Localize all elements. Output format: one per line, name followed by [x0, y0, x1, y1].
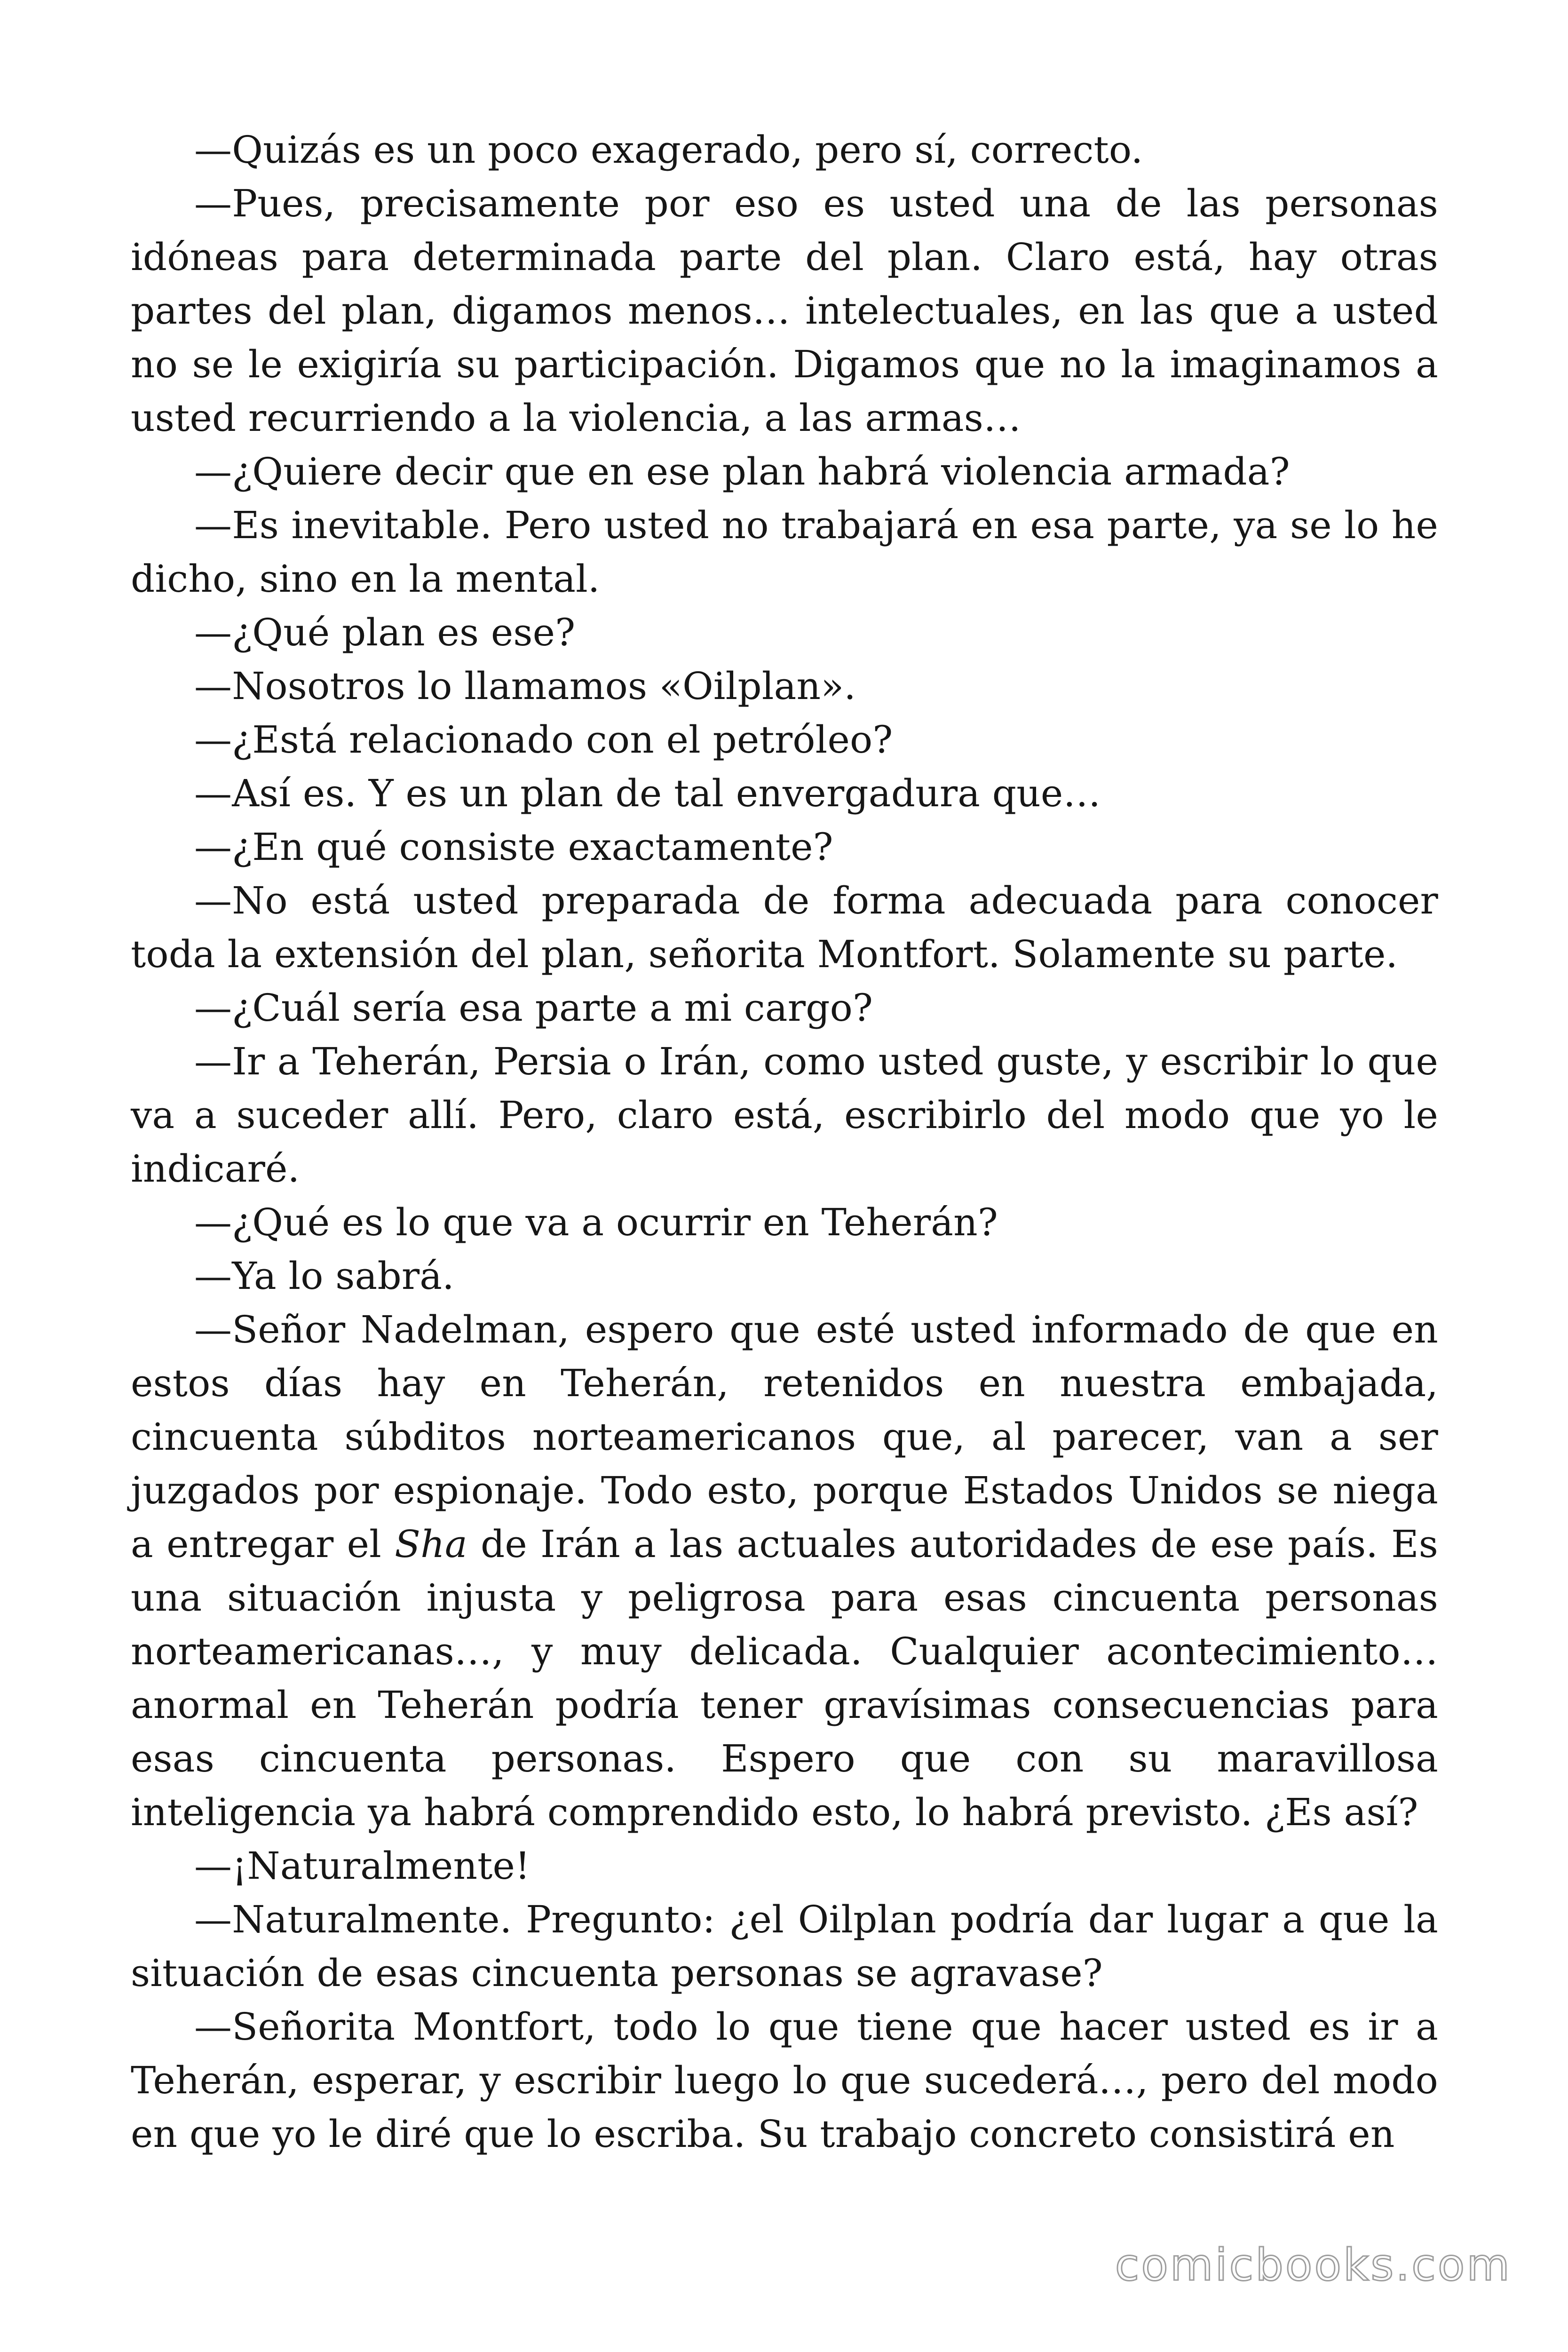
- paragraph: —¿Está relacionado con el petróleo?: [194, 718, 893, 762]
- paragraph: —Quizás es un poco exagerado, pero sí, correcto.: [194, 128, 1143, 172]
- italic-word: Sha: [395, 1522, 467, 1566]
- paragraph: —No está usted preparada de forma adecuada para conocer toda la extensión del plan, señorita Montfort. Solamente su parte.: [131, 879, 1438, 976]
- paragraph: —Así es. Y es un plan de tal envergadura que…: [194, 771, 1101, 815]
- paragraph-text-before: —Señor Nadelman, espero que esté usted informado de que en estos días hay en Teherán, retenidos en nuestra embajada, cincuenta súbditos norteamericanos que, al parecer, van a ser juzgados por espionaje. Todo esto, porque Estados Unidos se niega a entregar el: [131, 1308, 1438, 1566]
- paragraph: —Ir a Teherán, Persia o Irán, como usted guste, y escribir lo que va a suceder allí. Pero, claro está, escribirlo del modo que yo le indicaré.: [131, 1040, 1438, 1191]
- paragraph: —¿Qué plan es ese?: [194, 611, 576, 654]
- paragraph: —Señorita Montfort, todo lo que tiene que hacer usted es ir a Teherán, esperar, y escribir luego lo que sucederá…, pero del modo en que yo le diré que lo escriba. Su trabajo concreto consistirá en: [131, 2005, 1438, 2156]
- paragraph: —Pues, precisamente por eso es usted una de las personas idóneas para determinada parte del plan. Claro está, hay otras partes del plan, digamos menos… intelectuales, en las que a usted no se le exigiría su participación. Digamos que no la imaginamos a usted recurriendo a la violencia, a las armas…: [131, 182, 1438, 440]
- paragraph: —¿Quiere decir que en ese plan habrá violencia armada?: [194, 450, 1290, 493]
- paragraph: —Ya lo sabrá.: [194, 1254, 454, 1298]
- paragraph: —¿En qué consiste exactamente?: [194, 825, 833, 869]
- paragraph: —¿Cuál sería esa parte a mi cargo?: [194, 986, 873, 1030]
- paragraph-text-after: de Irán a las actuales autoridades de ese país. Es una situación injusta y peligrosa para esas cincuenta personas norteamericanas…, y muy delicada. Cualquier acontecimiento… anormal en Teherán podría tener gravísimas consecuencias para esas cincuenta personas. Espero que con su maravillosa inteligencia ya habrá comprendido esto, lo habrá previsto. ¿Es así?: [131, 1522, 1438, 1834]
- paragraph: —¡Naturalmente!: [194, 1844, 531, 1888]
- paragraph-nadelman: [131, 1303, 1438, 1839]
- paragraph: —Naturalmente. Pregunto: ¿el Oilplan podría dar lugar a que la situación de esas cincuenta personas se agravase?: [131, 1898, 1438, 1995]
- book-page-text: [131, 123, 1438, 2161]
- paragraph: —¿Qué es lo que va a ocurrir en Teherán?: [194, 1200, 998, 1244]
- paragraph: —Nosotros lo llamamos «Oilplan».: [194, 664, 856, 708]
- paragraph: —Es inevitable. Pero usted no trabajará en esa parte, ya se lo he dicho, sino en la mental.: [131, 503, 1438, 601]
- watermark: comicbooks.com: [1115, 2240, 1512, 2291]
